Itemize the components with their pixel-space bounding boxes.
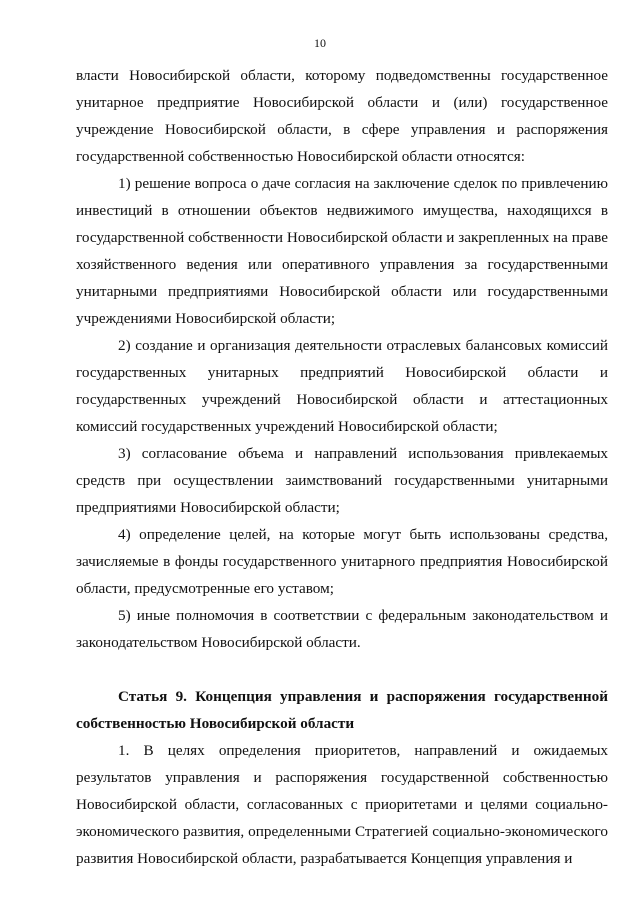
list-item-4: 4) определение целей, на которые могут быть использованы средства, зачисляемые в фонды государственного унитарного предприятия Новосибирской области, предусмотренные его уставом; — [76, 526, 608, 597]
list-item-3: 3) согласование объема и направлений использования привлекаемых средств при осуществлении заимствований государственными унитарными предприятиями Новосибирской области; — [76, 445, 608, 516]
document-body — [76, 62, 608, 872]
page-number: 10 — [314, 36, 326, 50]
list-item-5: 5) иные полномочия в соответствии с федеральным законодательством и законодательством Новосибирской области. — [76, 607, 608, 651]
paragraph-intro: власти Новосибирской области, которому подведомственны государственное унитарное предприятие Новосибирской области и (или) государственное учреждение Новосибирской области, в сфере управления и распоряжения государственной собственностью Новосибирской области относятся: — [76, 67, 608, 165]
list-item-1: 1) решение вопроса о даче согласия на заключение сделок по привлечению инвестиций в отношении объектов недвижимого имущества, находящихся в государственной собственности Новосибирской области и закрепленных на праве хозяйственного ведения или оперативного управления за государственными унитарными предприятиями Новосибирской области или государственными учреждениями Новосибирской области; — [76, 175, 608, 327]
article-paragraph-1: 1. В целях определения приоритетов, направлений и ожидаемых результатов управления и распоряжения государственной собственностью Новосибирской области, согласованных с приоритетами и целями социально-экономического развития, определенными Стратегией социально-экономического развития Новосибирской области, разрабатывается Концепция управления и — [76, 742, 608, 867]
list-item-2: 2) создание и организация деятельности отраслевых балансовых комиссий государственных унитарных предприятий Новосибирской области и государственных учреждений Новосибирской области и аттестационных комиссий государственных учреждений Новосибирской области; — [76, 337, 608, 435]
article-heading: Статья 9. Концепция управления и распоряжения государственной собственностью Новосибирской области — [76, 688, 608, 732]
